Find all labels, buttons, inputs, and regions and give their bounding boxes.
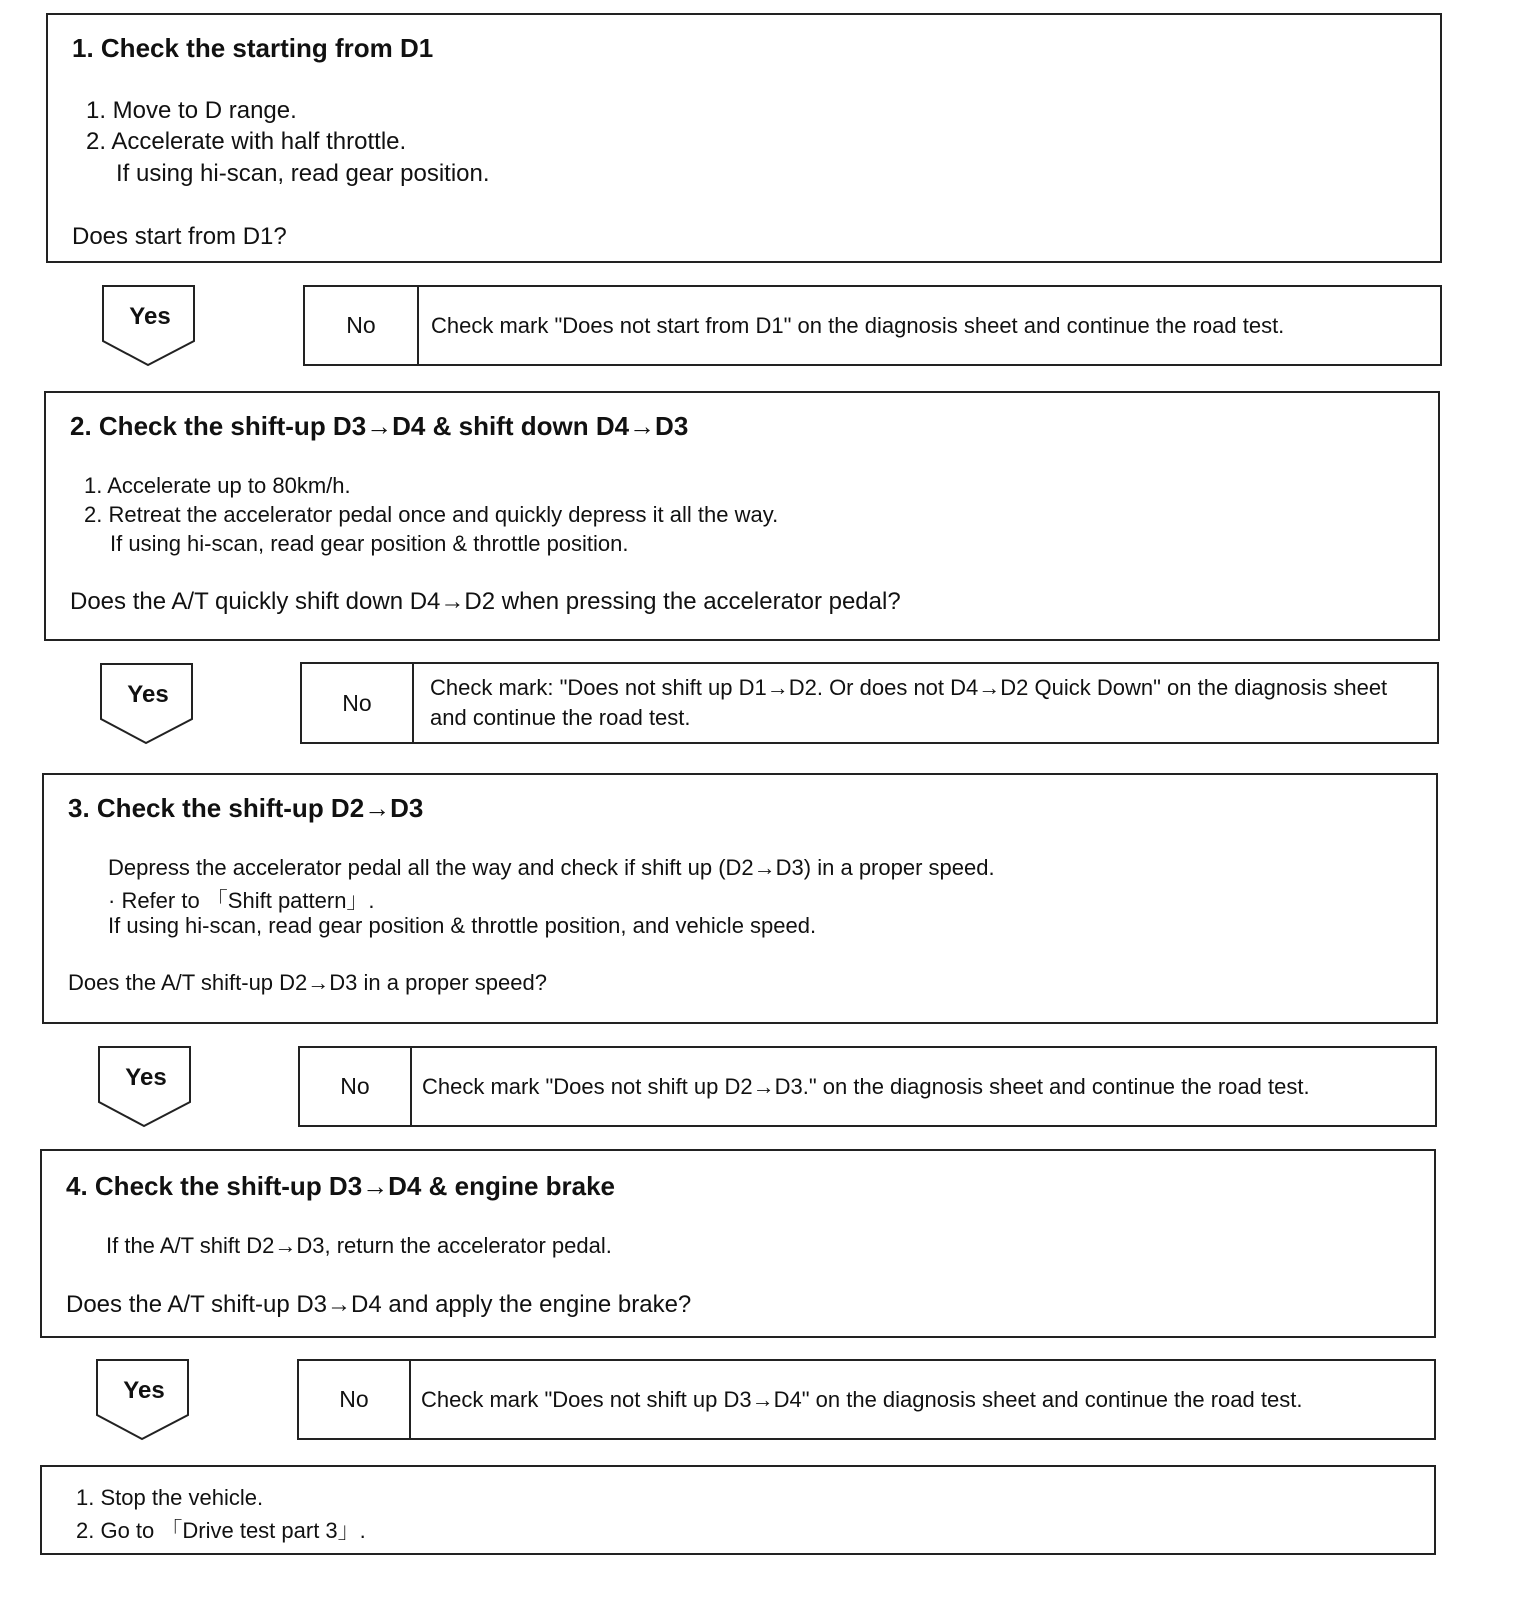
yes-label: Yes bbox=[129, 303, 171, 330]
step-2-line-2: 2. Retreat the accelerator pedal once and quickly depress it all the way. bbox=[84, 502, 779, 527]
step-1-line-2: 2. Accelerate with half throttle. bbox=[86, 128, 407, 155]
no-label: No bbox=[302, 664, 414, 742]
step-4-no-action: Check mark "Does not shift up D3→D4" on the diagnosis sheet and continue the road test. bbox=[421, 1386, 1303, 1412]
no-label: No bbox=[300, 1048, 412, 1125]
step-4-yes-arrow bbox=[96, 1359, 192, 1441]
step-4-question: Does the A/T shift-up D3→D4 and apply the engine brake? bbox=[66, 1291, 692, 1318]
step-4-box bbox=[40, 1149, 1436, 1338]
step-2-no-action: Check mark: "Does not shift up D1→D2. Or does not D4→D2 Quick Down" on the diagnosis sheet and continue the road test. bbox=[430, 675, 1388, 730]
step-2-question: Does the A/T quickly shift down D4→D2 when pressing the accelerator pedal? bbox=[70, 588, 901, 615]
step-3-line-1: Depress the accelerator pedal all the way and check if shift up (D2→D3) in a proper speed. bbox=[108, 855, 995, 880]
yes-label: Yes bbox=[125, 1064, 167, 1091]
step-2-line-1: 1. Accelerate up to 80km/h. bbox=[84, 473, 351, 498]
step-3-yes-arrow bbox=[98, 1046, 194, 1128]
step-1-title: 1. Check the starting from D1 bbox=[72, 33, 434, 63]
no-label: No bbox=[305, 287, 419, 364]
step-1-yes-arrow bbox=[102, 285, 198, 367]
step-2-box bbox=[44, 391, 1440, 641]
final-line-2: 2. Go to 「Drive test part 3」. bbox=[76, 1518, 366, 1543]
no-label: No bbox=[299, 1361, 411, 1438]
step-3-line-2: · Refer to 「Shift pattern」. bbox=[108, 888, 375, 913]
step-3-question: Does the A/T shift-up D2→D3 in a proper speed? bbox=[68, 970, 547, 995]
step-1-line-1: 1. Move to D range. bbox=[86, 97, 297, 124]
step-4-title: 4. Check the shift-up D3→D4 & engine brake bbox=[66, 1171, 616, 1201]
step-3-title: 3. Check the shift-up D2→D3 bbox=[68, 793, 424, 823]
step-4-no-box bbox=[297, 1359, 1436, 1440]
step-2-line-3: If using hi-scan, read gear position & throttle position. bbox=[110, 531, 629, 556]
step-3-line-3: If using hi-scan, read gear position & throttle position, and vehicle speed. bbox=[108, 913, 817, 938]
yes-label: Yes bbox=[127, 681, 169, 708]
step-2-no-box bbox=[300, 662, 1439, 744]
step-1-line-3: If using hi-scan, read gear position. bbox=[116, 160, 490, 187]
step-2-title: 2. Check the shift-up D3→D4 & shift down D4→D3 bbox=[70, 411, 689, 441]
final-box bbox=[40, 1465, 1436, 1555]
step-2-yes-arrow bbox=[100, 663, 196, 745]
step-3-no-box bbox=[298, 1046, 1437, 1127]
step-1-box bbox=[46, 13, 1442, 263]
final-line-1: 1. Stop the vehicle. bbox=[76, 1485, 264, 1510]
step-1-no-action: Check mark "Does not start from D1" on the diagnosis sheet and continue the road test. bbox=[431, 312, 1285, 338]
step-3-box bbox=[42, 773, 1438, 1024]
step-1-no-box bbox=[303, 285, 1442, 366]
step-3-no-action: Check mark "Does not shift up D2→D3." on the diagnosis sheet and continue the road test. bbox=[422, 1073, 1310, 1099]
step-4-line-1: If the A/T shift D2→D3, return the accelerator pedal. bbox=[106, 1233, 612, 1258]
step-1-question: Does start from D1? bbox=[72, 223, 287, 250]
yes-label: Yes bbox=[123, 1377, 165, 1404]
